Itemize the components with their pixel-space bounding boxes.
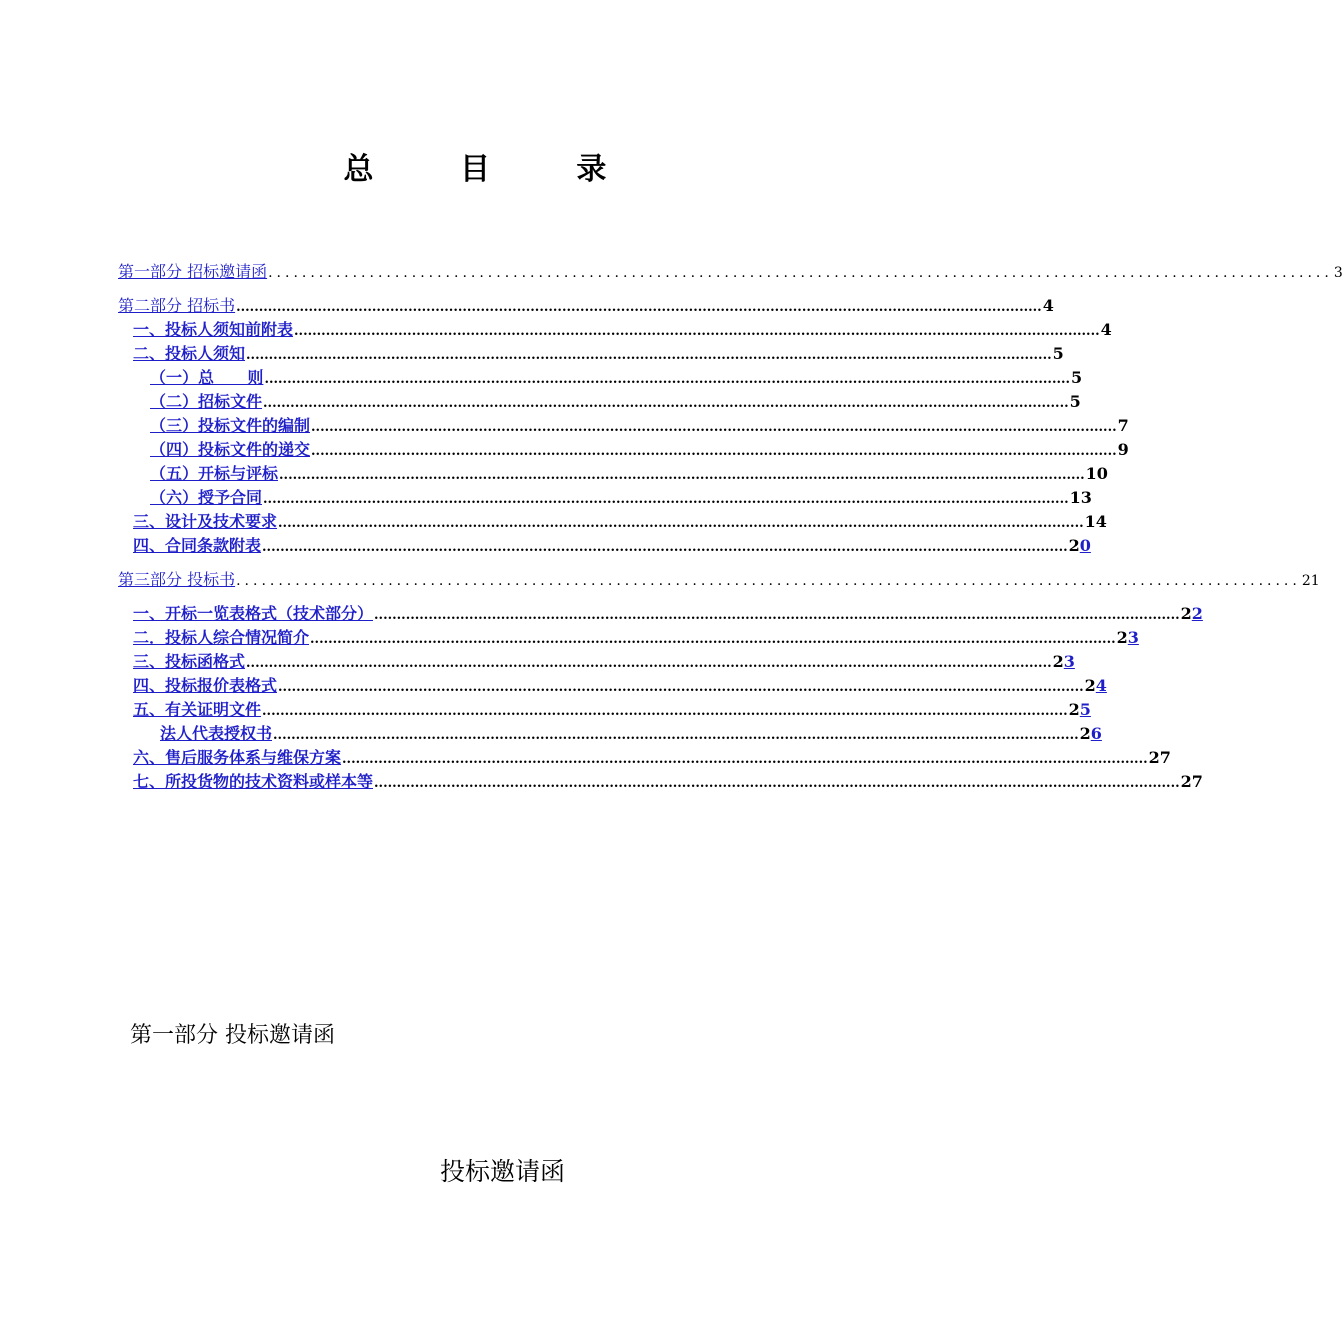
toc-page-number: 26 [1079, 724, 1102, 743]
toc-page-number: 3 [1333, 265, 1343, 281]
toc-entry-label[interactable]: （三）投标文件的编制 [150, 416, 311, 435]
toc-page-number: 27 [1180, 772, 1203, 791]
toc-page-number: 25 [1068, 700, 1091, 719]
toc-entry-label[interactable]: 一、投标人须知前附表 [133, 320, 294, 339]
toc-page-number: 20 [1068, 536, 1091, 555]
section-heading: 第一部分 投标邀请函 [130, 1023, 335, 1048]
toc-leader-dots: .................................................................................................................................................................................. [264, 372, 1071, 387]
toc-leader-dots: .................................................................................................................................................................................. [374, 776, 1180, 791]
toc-leader-dots: .............................................................................................................................. [236, 573, 1301, 589]
toc-page-number: 5 [1052, 344, 1064, 363]
toc-leader-dots: .................................................................................................................................................................................. [342, 752, 1148, 767]
toc-entry-label[interactable]: 四、投标报价表格式 [133, 676, 278, 695]
toc-entry-label[interactable]: 二．投标人综合情况简介 [133, 628, 310, 647]
toc-leader-dots: .................................................................................................................................................................................. [263, 396, 1069, 411]
toc-page-number: 24 [1084, 676, 1107, 695]
toc-leader-dots: .................................................................................................................................................................................. [236, 300, 1042, 315]
toc-page-number: 13 [1069, 488, 1092, 507]
toc-entry[interactable] [133, 745, 1171, 767]
toc-leader-dots: .................................................................................................................................................................................. [310, 632, 1116, 647]
toc-page-number: 5 [1071, 368, 1083, 387]
toc-leader-dots: .................................................................................................................................................................................. [273, 728, 1079, 743]
toc-entry[interactable] [133, 533, 1091, 555]
toc-entry-label[interactable]: 三、投标函格式 [133, 652, 246, 671]
toc-leader-dots: .................................................................................................................................................................................. [262, 540, 1068, 555]
toc-entry[interactable] [133, 625, 1139, 647]
toc-leader-dots: .................................................................................................................................................................................. [374, 608, 1180, 623]
toc-entry-label[interactable]: 三、设计及技术要求 [133, 512, 278, 531]
toc-entry-label[interactable]: 七、所投货物的技术资料或样本等 [133, 772, 374, 791]
toc-entry-label[interactable]: （二）招标文件 [150, 392, 263, 411]
toc-leader-dots: .................................................................................................................................................................................. [246, 348, 1052, 363]
toc-page-number: 4 [1100, 320, 1112, 339]
toc-entry[interactable] [150, 413, 1129, 435]
toc-entry-label[interactable]: 五、有关证明文件 [133, 700, 262, 719]
toc-entry[interactable] [150, 437, 1129, 459]
toc-page-number: 10 [1085, 464, 1108, 483]
toc-entry[interactable] [118, 293, 1054, 315]
toc-entry-label[interactable]: （五）开标与评标 [150, 464, 279, 483]
toc-entry[interactable] [150, 365, 1083, 387]
toc-leader-dots: .................................................................................................................................................................................. [263, 492, 1069, 507]
toc-page-number: 23 [1116, 628, 1139, 647]
toc-leader-dots: .................................................................................................................................................................................. [262, 704, 1068, 719]
toc-entry[interactable] [133, 509, 1107, 531]
toc-page-number: 7 [1117, 416, 1129, 435]
toc-entry[interactable] [118, 259, 1343, 281]
toc-page-number: 21 [1301, 573, 1320, 589]
toc-page-number: 5 [1069, 392, 1081, 411]
toc-entry-label[interactable]: 六、售后服务体系与维保方案 [133, 748, 342, 767]
toc-leader-dots: .................................................................................................................................................................................. [311, 444, 1117, 459]
toc-entry[interactable] [150, 389, 1081, 411]
toc-page-number: 4 [1042, 296, 1054, 315]
toc-entry[interactable] [133, 673, 1107, 695]
toc-entry[interactable] [133, 769, 1203, 791]
toc-page-number: 14 [1084, 512, 1107, 531]
toc-entry-label[interactable]: （四）投标文件的递交 [150, 440, 311, 459]
document-heading: 投标邀请函 [440, 1157, 566, 1186]
toc-entry[interactable] [133, 697, 1091, 719]
toc-leader-dots: .................................................................................................................................................................................. [279, 468, 1085, 483]
toc-entry[interactable] [150, 485, 1092, 507]
toc-entry-label[interactable]: 第二部分 招标书 [118, 296, 236, 315]
toc-page-number: 23 [1052, 652, 1075, 671]
toc-entry[interactable] [118, 567, 1320, 589]
toc-entry[interactable] [133, 649, 1075, 671]
toc-page-number: 27 [1148, 748, 1171, 767]
toc-entry[interactable] [133, 601, 1203, 623]
toc-entry-label[interactable]: （六）授予合同 [150, 488, 263, 507]
page-title: 总 目 录 [343, 152, 645, 187]
toc-entry[interactable] [160, 721, 1102, 743]
toc-entry-label[interactable]: 第一部分 招标邀请函 [118, 262, 268, 281]
toc-entry-label[interactable]: 法人代表授权书 [160, 724, 273, 743]
toc-entry-label[interactable]: （一）总 则 [150, 368, 264, 387]
toc-entry[interactable] [133, 317, 1112, 339]
toc-leader-dots: .................................................................................................................................................................................. [246, 656, 1052, 671]
toc-leader-dots: .................................................................................................................................................................................. [278, 680, 1084, 695]
toc-leader-dots: .................................................................................................................................................................................. [278, 516, 1084, 531]
toc-entry[interactable] [150, 461, 1108, 483]
toc-leader-dots: .................................................................................................................................................................................. [311, 420, 1117, 435]
toc-page-number: 9 [1117, 440, 1129, 459]
toc-page-number: 22 [1180, 604, 1203, 623]
toc-leader-dots: .............................................................................................................................. [268, 265, 1333, 281]
toc-entry[interactable] [133, 341, 1064, 363]
toc-entry-label[interactable]: 第三部分 投标书 [118, 570, 236, 589]
toc-entry-label[interactable]: 一、开标一览表格式（技术部分） [133, 604, 374, 623]
toc-entry-label[interactable]: 二、投标人须知 [133, 344, 246, 363]
toc-leader-dots: .................................................................................................................................................................................. [294, 324, 1100, 339]
toc-entry-label[interactable]: 四、合同条款附表 [133, 536, 262, 555]
